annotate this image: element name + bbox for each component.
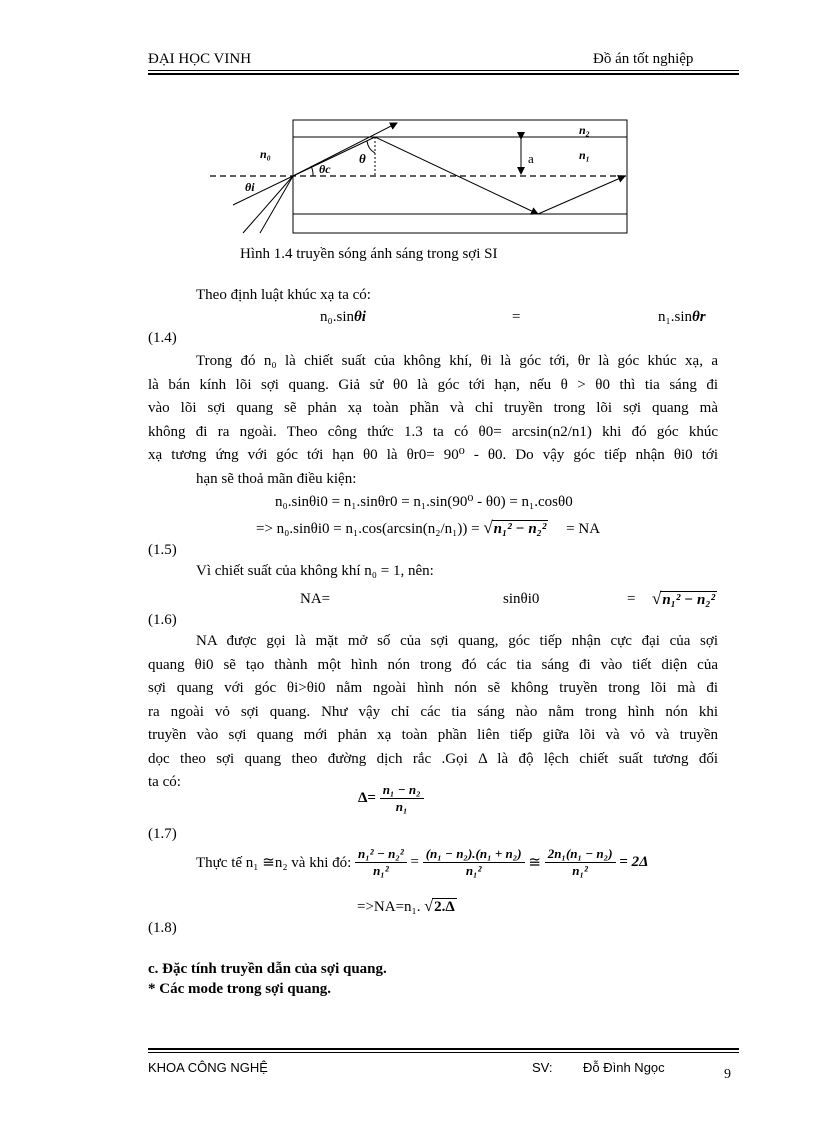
header-rule bbox=[148, 70, 739, 71]
label-theta-i: θi bbox=[245, 180, 255, 194]
incident-ray-2 bbox=[260, 176, 293, 233]
label-a: a bbox=[528, 151, 534, 166]
para1-line: là bán kính lõi sợi quang. Giả sử θ0 là góc tới hạn, nếu θ > θ0 thì tia sáng đi bbox=[148, 376, 718, 393]
label-n2: n₂ bbox=[579, 123, 590, 137]
header-left: ĐẠI HỌC VINH bbox=[148, 51, 252, 67]
footer-rule bbox=[148, 1052, 739, 1053]
para2-line: NA được gọi là mặt mở số của sợi quang, góc tiếp nhận cực đại của sợi bbox=[196, 633, 718, 649]
label-n0: n₀ bbox=[260, 147, 271, 161]
eq14-rhs: n₁.sinθr bbox=[658, 309, 706, 325]
page-number: 9 bbox=[724, 1067, 731, 1082]
para2-line: quang θi0 sẽ tạo thành một hình nón trong đó các tia sáng đi vào tiết diện của bbox=[148, 656, 718, 673]
eq16-rhs: √n₁² − n₂² bbox=[652, 589, 716, 608]
para2-line: dọc theo sợi quang theo đường dịch rắc .Gọi Δ là độ lệch chiết suất tương đối bbox=[148, 750, 718, 767]
eq18-line2: =>NA=n₁. √2.Δ bbox=[357, 898, 455, 915]
eq14-equals: = bbox=[512, 309, 521, 325]
eq14-lhs: n₀.sinθi bbox=[320, 309, 366, 325]
eq15-line1: n₀.sinθi0 = n₁.sinθr0 = n₁.sin(90⁰ - θ0) = n₁.cosθ0 bbox=[275, 494, 573, 510]
para1-line: vào lõi sợi quang sẽ phản xạ toàn phần và chỉ truyền trong lõi sợi quang mà bbox=[148, 400, 718, 416]
eq16-equals: = bbox=[627, 591, 636, 607]
para1-line: Trong đó n₀ là chiết suất của không khí, θi là góc tới, θr là góc khúc xạ, a bbox=[196, 353, 718, 369]
guided-ray-up-2 bbox=[538, 176, 625, 214]
paragraph-2 bbox=[148, 630, 718, 795]
header-rule-thick bbox=[148, 73, 739, 75]
eq16-lhs: NA= bbox=[300, 591, 331, 607]
eq14-number: (1.4) bbox=[148, 330, 177, 346]
eq17-number: (1.7) bbox=[148, 826, 177, 842]
eq18: Thực tế n₁ ≅n₂ và khi đó: $\frac{\text{n₁² − n₂²}}{\text{n₁²}}$ = $\frac{\text{(n₁ − n₂).(n₁ + n₂)}}{\text{n₁²}}$ ≅ $\frac{\text{2n₁(n₁ − n₂)}}{\text{n₁²}}$ = 2Δ bbox=[196, 846, 649, 878]
header-right: Đồ án tốt nghiệp bbox=[593, 51, 694, 67]
eq17: Δ= $\frac{\text{n₁ − n₂}}{\text{n₁}}$ bbox=[358, 782, 424, 815]
para1-line: hạn sẽ thoả mãn điều kiện: bbox=[196, 470, 357, 487]
eq14-intro: Theo định luật khúc xạ ta có: bbox=[196, 287, 371, 303]
footer-left: KHOA CÔNG NGHỆ bbox=[148, 1060, 268, 1075]
incident-ray-3 bbox=[233, 176, 293, 205]
footer-rule-thick bbox=[148, 1048, 739, 1050]
section-subtitle: * Các mode trong sợi quang. bbox=[148, 981, 332, 997]
para2-line: truyền vào sợi quang mới phản xạ toàn phần liên tiếp giữa lõi và vỏ và truyền bbox=[148, 727, 718, 743]
label-theta-c: θc bbox=[319, 162, 331, 176]
eq16-mid: sinθi0 bbox=[503, 591, 540, 607]
eq15-number: (1.5) bbox=[148, 542, 177, 558]
eq16-number: (1.6) bbox=[148, 612, 177, 628]
footer-sv-name: Đỗ Đình Ngọc bbox=[583, 1060, 665, 1075]
footer-sv-label: SV: bbox=[532, 1060, 553, 1075]
label-n1: n₁ bbox=[579, 148, 590, 162]
paragraph-1 bbox=[148, 350, 718, 491]
angle-arc-theta bbox=[367, 141, 375, 153]
fiber-diagram bbox=[205, 115, 645, 240]
eq18-number: (1.8) bbox=[148, 920, 177, 936]
eq15-line2: => n₀.sinθi0 = n₁.cos(arcsin(n₂/n₁)) = √n₁² − n₂² = NA bbox=[256, 518, 601, 537]
para1-line: xạ tương ứng với góc tới hạn θ0 là θr0= 90⁰ - θ0. Do vậy góc tiếp nhận θi0 tới bbox=[148, 447, 718, 463]
para2-line: sợi quang với góc θi>θi0 nằm ngoài hình nón sẽ không truyền trong lõi mà đi bbox=[148, 680, 718, 696]
para1-line: không đi ra ngoài. Theo công thức 1.3 ta có θ0= arcsin(n2/n1) khi đó góc khúc bbox=[148, 423, 718, 440]
label-theta: θ bbox=[359, 151, 366, 166]
para2-line: ra ngoài vỏ sợi quang. Như vậy chỉ các tia sáng nào nằm trong hình nón khi bbox=[148, 703, 718, 720]
eq16-intro: Vì chiết suất của không khí n₀ = 1, nên: bbox=[196, 563, 434, 579]
section-title: c. Đặc tính truyền dẫn của sợi quang. bbox=[148, 961, 387, 977]
para2-line: ta có: bbox=[148, 774, 181, 790]
figure-caption: Hình 1.4 truyền sóng ánh sáng trong sợi SI bbox=[240, 246, 498, 262]
angle-arc-theta-c bbox=[311, 166, 313, 176]
